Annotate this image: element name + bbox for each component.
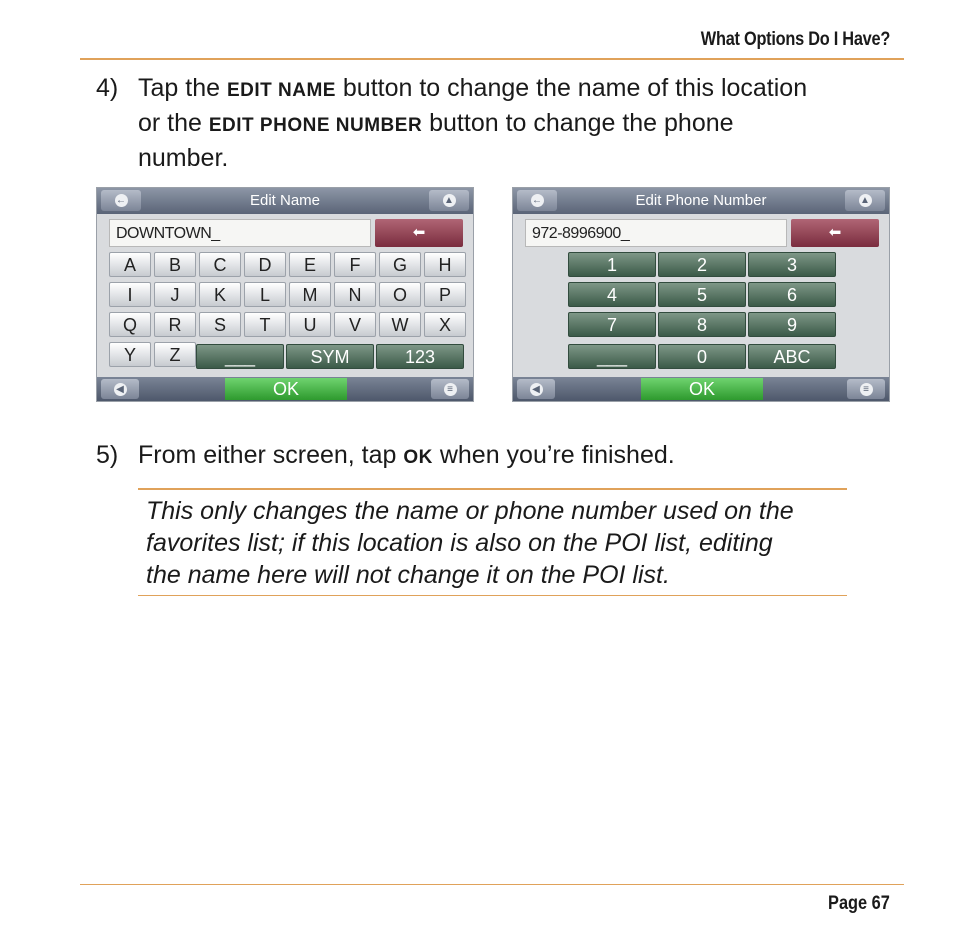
space-key[interactable]: ___ xyxy=(568,344,656,369)
key-p[interactable]: P xyxy=(424,282,466,307)
phone-input[interactable]: 972-8996900_ xyxy=(525,219,787,247)
title-bar xyxy=(513,188,889,214)
digit-key-8[interactable]: 8 xyxy=(658,312,746,337)
key-j[interactable]: J xyxy=(154,282,196,307)
key-n[interactable]: N xyxy=(334,282,376,307)
edit-phone-number-screen xyxy=(512,187,890,402)
key-k[interactable]: K xyxy=(199,282,241,307)
step-number: 5) xyxy=(96,441,119,469)
bottom-bar xyxy=(97,377,473,401)
text: when you’re finished. xyxy=(432,441,675,469)
back-arrow-icon: ← xyxy=(532,195,542,206)
page-header-title: What Options Do I Have? xyxy=(700,29,890,50)
digit-key-3[interactable]: 3 xyxy=(748,252,836,277)
volume-button[interactable] xyxy=(101,379,139,399)
key-e[interactable]: E xyxy=(289,252,331,277)
step-5 xyxy=(96,439,896,473)
eject-icon: ▲ xyxy=(444,195,454,206)
sym-key[interactable]: SYM xyxy=(286,344,374,369)
digit-key-1[interactable]: 1 xyxy=(568,252,656,277)
screen-title: Edit Name xyxy=(249,192,321,209)
page-number: Page 67 xyxy=(828,893,890,914)
screen-title: Edit Phone Number xyxy=(635,192,767,209)
footer-divider xyxy=(80,884,904,885)
speaker-icon: ◀ xyxy=(530,383,543,396)
text: button to change the phone xyxy=(422,109,734,137)
menu-icon: ≡ xyxy=(444,383,457,396)
edit-name-screen xyxy=(96,187,474,402)
ok-keyword: OK xyxy=(403,447,433,468)
digit-key-5[interactable]: 5 xyxy=(658,282,746,307)
digit-key-7[interactable]: 7 xyxy=(568,312,656,337)
key-i[interactable]: I xyxy=(109,282,151,307)
abc-key[interactable]: ABC xyxy=(748,344,836,369)
note-line: favorites list; if this location is also on the POI list, editing xyxy=(146,529,773,557)
step-5-text xyxy=(138,439,675,474)
key-y[interactable]: Y xyxy=(109,342,151,367)
key-z[interactable]: Z xyxy=(154,342,196,367)
name-input[interactable]: DOWNTOWN_ xyxy=(109,219,371,247)
header-divider xyxy=(80,58,904,60)
key-w[interactable]: W xyxy=(379,312,421,337)
left-arrow-icon: ⬅ xyxy=(412,224,426,241)
note-line: This only changes the name or phone number used on the xyxy=(146,497,794,525)
ok-button[interactable]: OK xyxy=(225,378,347,400)
bottom-bar xyxy=(513,377,889,401)
key-x[interactable]: X xyxy=(424,312,466,337)
step-number: 4) xyxy=(96,74,119,102)
digit-key-4[interactable]: 4 xyxy=(568,282,656,307)
key-s[interactable]: S xyxy=(199,312,241,337)
volume-button[interactable] xyxy=(517,379,555,399)
edit-phone-number-keyword: EDIT PHONE NUMBER xyxy=(208,115,423,136)
numbers-key[interactable]: 123 xyxy=(376,344,464,369)
key-v[interactable]: V xyxy=(334,312,376,337)
zero-key[interactable]: 0 xyxy=(658,344,746,369)
backspace-button[interactable] xyxy=(375,219,463,247)
key-r[interactable]: R xyxy=(154,312,196,337)
note-text xyxy=(146,495,846,591)
key-d[interactable]: D xyxy=(244,252,286,277)
left-arrow-icon: ⬅ xyxy=(828,224,842,241)
key-c[interactable]: C xyxy=(199,252,241,277)
text: button to change the name of this location xyxy=(335,74,808,102)
text: Tap the xyxy=(138,74,227,102)
note-top-divider xyxy=(138,488,847,490)
menu-icon: ≡ xyxy=(860,383,873,396)
space-key[interactable]: ___ xyxy=(196,344,284,369)
note-line: the name here will not change it on the POI list. xyxy=(146,561,670,589)
key-o[interactable]: O xyxy=(379,282,421,307)
digit-key-6[interactable]: 6 xyxy=(748,282,836,307)
digit-key-2[interactable]: 2 xyxy=(658,252,746,277)
key-b[interactable]: B xyxy=(154,252,196,277)
key-a[interactable]: A xyxy=(109,252,151,277)
title-bar xyxy=(97,188,473,214)
menu-button[interactable] xyxy=(847,379,885,399)
key-q[interactable]: Q xyxy=(109,312,151,337)
text: From either screen, tap xyxy=(138,441,404,469)
digit-key-9[interactable]: 9 xyxy=(748,312,836,337)
key-u[interactable]: U xyxy=(289,312,331,337)
speaker-icon: ◀ xyxy=(114,383,127,396)
step-4-text xyxy=(138,72,807,174)
text: number. xyxy=(138,144,229,172)
eject-icon: ▲ xyxy=(860,195,870,206)
eject-button[interactable] xyxy=(845,190,885,211)
step-4 xyxy=(96,72,896,172)
key-g[interactable]: G xyxy=(379,252,421,277)
edit-name-keyword: EDIT NAME xyxy=(226,80,336,101)
key-h[interactable]: H xyxy=(424,252,466,277)
ok-button[interactable]: OK xyxy=(641,378,763,400)
back-arrow-icon: ← xyxy=(116,195,126,206)
text: or the xyxy=(138,109,209,137)
key-l[interactable]: L xyxy=(244,282,286,307)
key-f[interactable]: F xyxy=(334,252,376,277)
key-m[interactable]: M xyxy=(289,282,331,307)
backspace-button[interactable] xyxy=(791,219,879,247)
note-bottom-divider xyxy=(138,595,847,596)
menu-button[interactable] xyxy=(431,379,469,399)
eject-button[interactable] xyxy=(429,190,469,211)
key-t[interactable]: T xyxy=(244,312,286,337)
